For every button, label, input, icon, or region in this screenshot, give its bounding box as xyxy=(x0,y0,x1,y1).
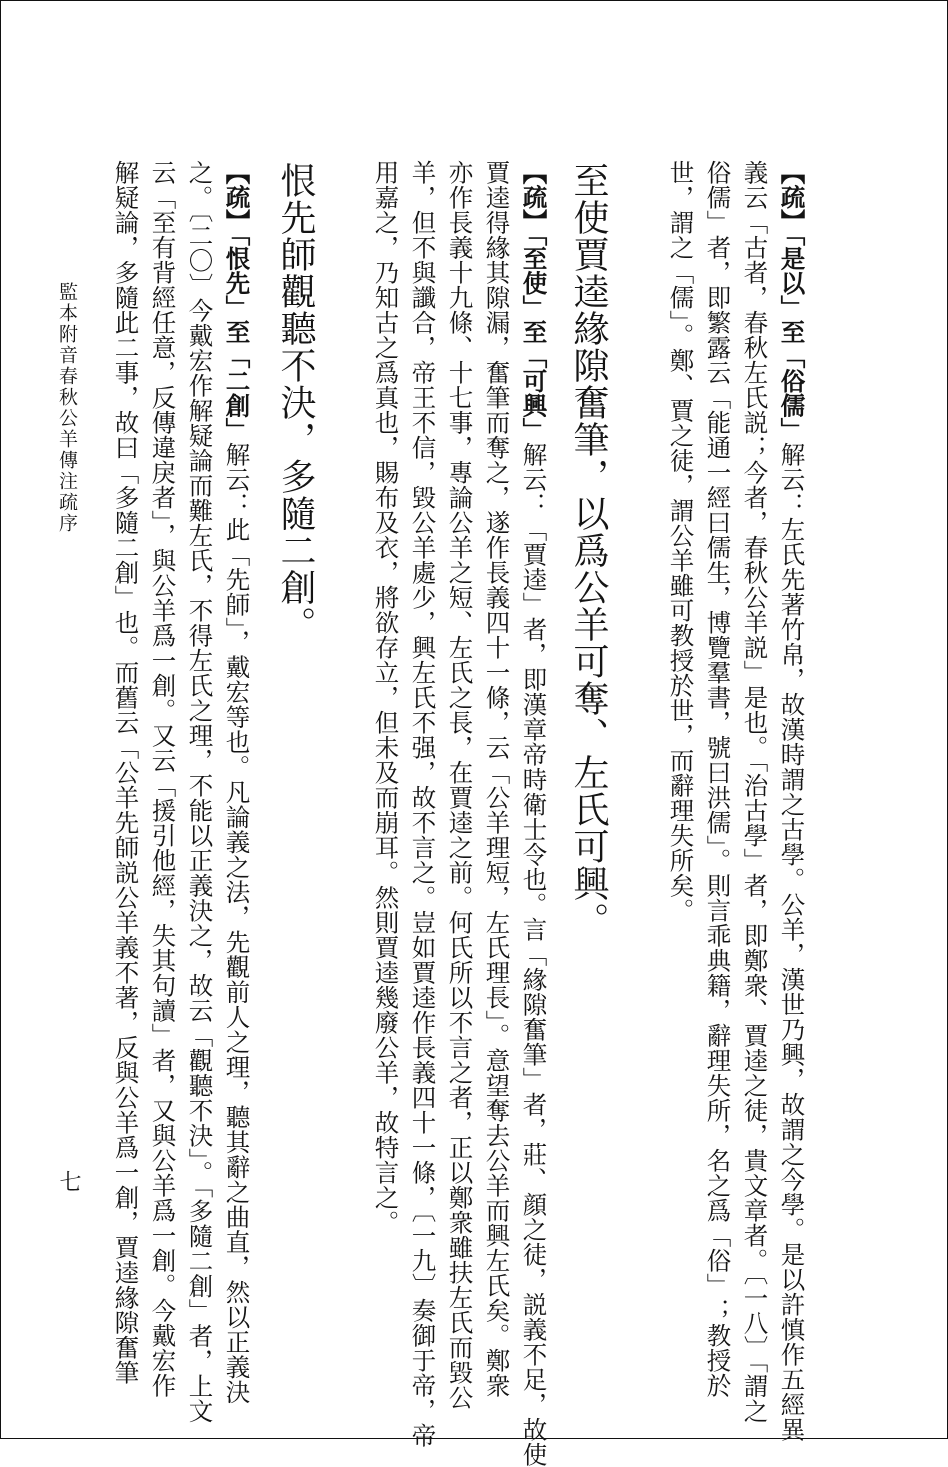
commentary-column xyxy=(740,160,770,1424)
commentary-tag: 【疏】「是以」至「俗儒」 xyxy=(777,160,807,442)
running-title: 監本附音春秋公羊傳注疏序 xyxy=(56,282,78,534)
commentary-text: 世，謂之「儒」。鄭、賈之徒，謂公羊雖可教授於世，而辭理失所矣。 xyxy=(666,160,696,923)
main-text: 恨先師觀聽不決，多隨二創。 xyxy=(275,162,316,643)
commentary-text: 之。〔二〇〕今戴宏作解疑論而難左氏，不得左氏之理，不能以正義決之，故云「觀聽不決」。「多隨二創」者，上文 xyxy=(185,160,215,1424)
commentary-tag: 【疏】「恨先」至「二創」 xyxy=(222,160,252,442)
commentary-text: 解疑論，多隨此二事，故曰「多隨二創」也。而舊云「公羊先師説公羊義不著，反與公羊爲一創，賈逵緣隙奮筆 xyxy=(111,160,141,1385)
commentary-column xyxy=(371,160,401,1235)
commentary-text: 賈逵得緣其隙漏，奮筆而奪之，遂作長義四十一條，云「公羊理短，左氏理長」。意望奪去公羊而興左氏矣。鄭衆 xyxy=(482,160,512,1398)
commentary-column xyxy=(408,160,438,1448)
commentary-column xyxy=(148,160,178,1398)
commentary-text: 俗儒」者，即繁露云「能通一經曰儒生，博覽羣書，號曰洪儒」。則言乖典籍，辭理失所，名之爲「俗」；教授於 xyxy=(703,160,733,1398)
commentary-text: 義云「古者，春秋左氏説；今者，春秋公羊説」是也。「治古學」者，即鄭衆、賈逵之徒，貴文章者。〔一八〕「謂之 xyxy=(740,160,770,1424)
commentary-tag: 【疏】「至使」至「可興」 xyxy=(519,160,549,442)
commentary-column xyxy=(666,160,696,923)
commentary-text: 解云：「賈逵」者，即漢章帝時衛士令也。言「緣隙奮筆」者，莊、顔之徒，説義不足，故使 xyxy=(519,441,549,1467)
commentary-text: 解云：此「先師」，戴宏等也。凡論義之法，先觀前人之理，聽其辭之曲直，然以正義決 xyxy=(222,441,252,1405)
commentary-column xyxy=(482,160,512,1398)
commentary-text: 解云：左氏先著竹帛，故漢時謂之古學。公羊，漢世乃興，故謂之今學。是以許慎作五經異 xyxy=(777,441,807,1442)
page-number: 七 xyxy=(56,1170,81,1192)
commentary-text: 云「至有背經任意，反傳違戾者」，與公羊爲一創。又云「援引他經，失其句讀」者，又與公羊爲一創。今戴宏作 xyxy=(148,160,178,1398)
commentary-column xyxy=(703,160,733,1398)
commentary-column xyxy=(222,160,252,1405)
commentary-column xyxy=(519,160,549,1467)
commentary-text: 羊，但不與讖合，帝王不信，毀公羊處少，興左氏不强，故不言之。豈如賈逵作長義四十一條，〔一九〕奏御于帝，帝 xyxy=(408,160,438,1448)
main-text-column xyxy=(568,162,609,939)
commentary-text: 亦作長義十九條、十七事，專論公羊之短、左氏之長，在賈逵之前。何氏所以不言之者，正以鄭衆雖扶左氏而毀公 xyxy=(445,160,475,1410)
commentary-column xyxy=(185,160,215,1424)
commentary-column xyxy=(777,160,807,1442)
commentary-text: 用嘉之，乃知古之爲真也，賜布及衣，將欲存立，但未及而崩耳。然則賈逵幾廢公羊，故特言之。 xyxy=(371,160,401,1235)
main-text: 至使賈逵緣隙奮筆，以爲公羊可奪、左氏可興。 xyxy=(568,162,609,939)
commentary-column xyxy=(445,160,475,1410)
main-text-column xyxy=(275,162,316,643)
commentary-column xyxy=(111,160,141,1385)
